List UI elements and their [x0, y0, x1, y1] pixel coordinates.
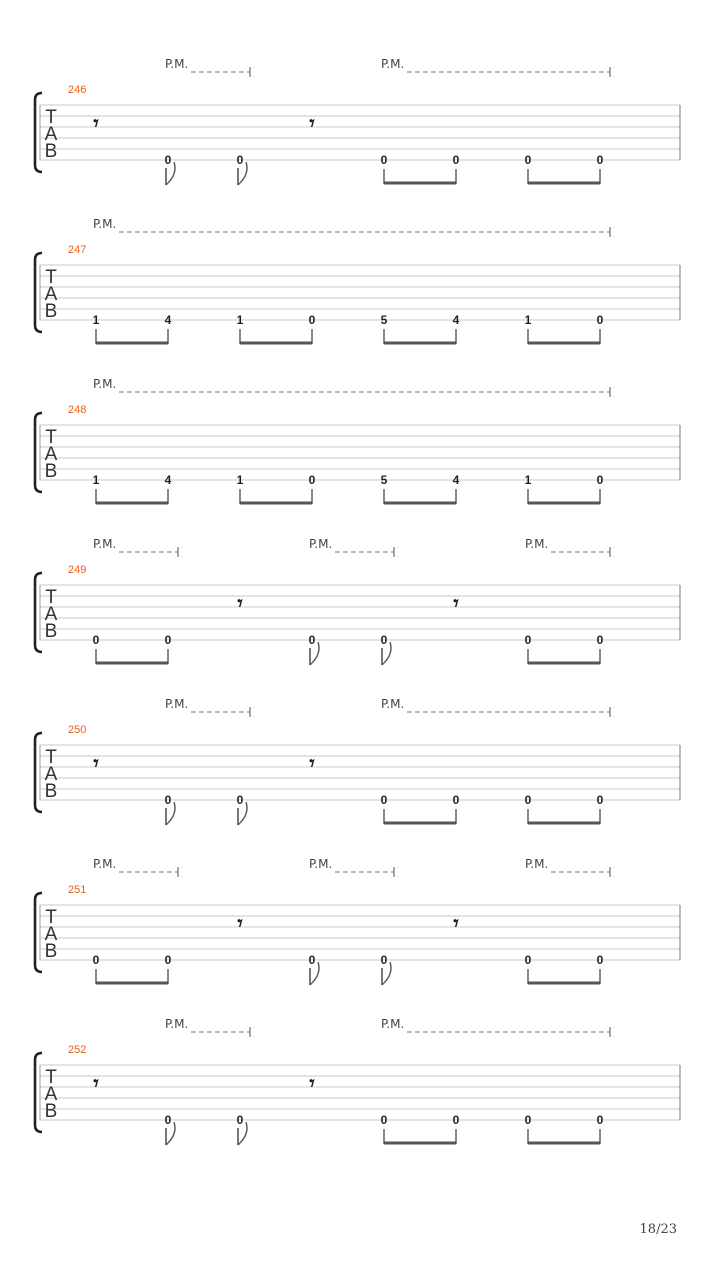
measure-number: 246 [68, 84, 87, 96]
tab-clef-letter: A [44, 1084, 58, 1105]
palm-mute-label: P.M. [381, 1017, 405, 1031]
fret-number: 0 [452, 153, 460, 167]
tab-clef-letter: A [44, 124, 58, 145]
tab-clef-letter: B [44, 141, 58, 162]
fret-number: 0 [164, 953, 172, 967]
fret-number: 4 [452, 473, 460, 487]
tab-clef-letter: T [45, 267, 57, 288]
fret-number: 0 [524, 633, 532, 647]
tab-clef-letter: B [44, 1101, 58, 1122]
eighth-rest: 𝄾 [93, 1071, 99, 1095]
fret-number: 4 [452, 313, 460, 327]
eighth-rest: 𝄾 [309, 1071, 315, 1095]
palm-mute-label: P.M. [93, 217, 117, 231]
fret-number: 4 [164, 313, 172, 327]
fret-number: 0 [164, 633, 172, 647]
palm-mute-label: P.M. [165, 57, 189, 71]
fret-number: 0 [452, 793, 460, 807]
fret-number: 0 [380, 1113, 388, 1127]
fret-number: 0 [380, 153, 388, 167]
fret-number: 0 [596, 1113, 604, 1127]
fret-number: 0 [596, 473, 604, 487]
fret-number: 0 [524, 953, 532, 967]
tab-clef-letter: A [44, 924, 58, 945]
tab-clef-letter: B [44, 941, 58, 962]
eighth-rest: 𝄾 [237, 911, 243, 935]
tab-clef-letter: T [45, 587, 57, 608]
tab-clef-letter: B [44, 301, 58, 322]
palm-mute-label: P.M. [165, 697, 189, 711]
fret-number: 0 [452, 1113, 460, 1127]
fret-number: 0 [92, 953, 100, 967]
palm-mute-label: P.M. [309, 857, 333, 871]
fret-number: 0 [596, 153, 604, 167]
tab-clef-letter: B [44, 781, 58, 802]
measure-number: 249 [68, 564, 87, 576]
fret-number: 0 [308, 313, 316, 327]
fret-number: 0 [164, 153, 172, 167]
fret-number: 0 [380, 793, 388, 807]
fret-number: 1 [92, 313, 100, 327]
eighth-rest: 𝄾 [309, 751, 315, 775]
palm-mute-label: P.M. [309, 537, 333, 551]
eighth-rest: 𝄾 [453, 591, 459, 615]
eighth-rest: 𝄾 [453, 911, 459, 935]
fret-number: 5 [380, 473, 388, 487]
fret-number: 0 [236, 793, 244, 807]
fret-number: 0 [524, 153, 532, 167]
tab-clef-letter: T [45, 907, 57, 928]
fret-number: 0 [596, 953, 604, 967]
fret-number: 1 [524, 473, 532, 487]
fret-number: 0 [308, 473, 316, 487]
fret-number: 0 [380, 953, 388, 967]
fret-number: 0 [524, 1113, 532, 1127]
fret-number: 0 [236, 1113, 244, 1127]
eighth-rest: 𝄾 [93, 111, 99, 135]
fret-number: 0 [524, 793, 532, 807]
measure-number: 248 [68, 404, 87, 416]
palm-mute-label: P.M. [93, 537, 117, 551]
eighth-rest: 𝄾 [309, 111, 315, 135]
page-number: 18/23 [639, 1222, 677, 1237]
tab-clef-letter: A [44, 284, 58, 305]
palm-mute-label: P.M. [381, 57, 405, 71]
tab-clef-letter: B [44, 621, 58, 642]
tab-clef-letter: A [44, 444, 58, 465]
fret-number: 1 [524, 313, 532, 327]
palm-mute-label: P.M. [525, 537, 549, 551]
fret-number: 0 [380, 633, 388, 647]
measure-number: 252 [68, 1044, 87, 1056]
tab-clef-letter: T [45, 747, 57, 768]
measure-number: 250 [68, 724, 87, 736]
fret-number: 0 [236, 153, 244, 167]
palm-mute-label: P.M. [381, 697, 405, 711]
palm-mute-label: P.M. [93, 857, 117, 871]
eighth-rest: 𝄾 [93, 751, 99, 775]
fret-number: 1 [236, 473, 244, 487]
eighth-rest: 𝄾 [237, 591, 243, 615]
fret-number: 4 [164, 473, 172, 487]
fret-number: 1 [236, 313, 244, 327]
fret-number: 0 [164, 793, 172, 807]
fret-number: 0 [596, 313, 604, 327]
tab-clef-letter: T [45, 1067, 57, 1088]
tab-clef-letter: T [45, 427, 57, 448]
fret-number: 0 [308, 953, 316, 967]
tab-clef-letter: A [44, 764, 58, 785]
palm-mute-label: P.M. [525, 857, 549, 871]
measure-number: 247 [68, 244, 87, 256]
tab-clef-letter: A [44, 604, 58, 625]
fret-number: 5 [380, 313, 388, 327]
fret-number: 0 [596, 793, 604, 807]
fret-number: 0 [92, 633, 100, 647]
fret-number: 0 [596, 633, 604, 647]
fret-number: 0 [164, 1113, 172, 1127]
measure-number: 251 [68, 884, 87, 896]
tab-clef-letter: T [45, 107, 57, 128]
fret-number: 0 [308, 633, 316, 647]
palm-mute-label: P.M. [93, 377, 117, 391]
tab-clef-letter: B [44, 461, 58, 482]
fret-number: 1 [92, 473, 100, 487]
palm-mute-label: P.M. [165, 1017, 189, 1031]
